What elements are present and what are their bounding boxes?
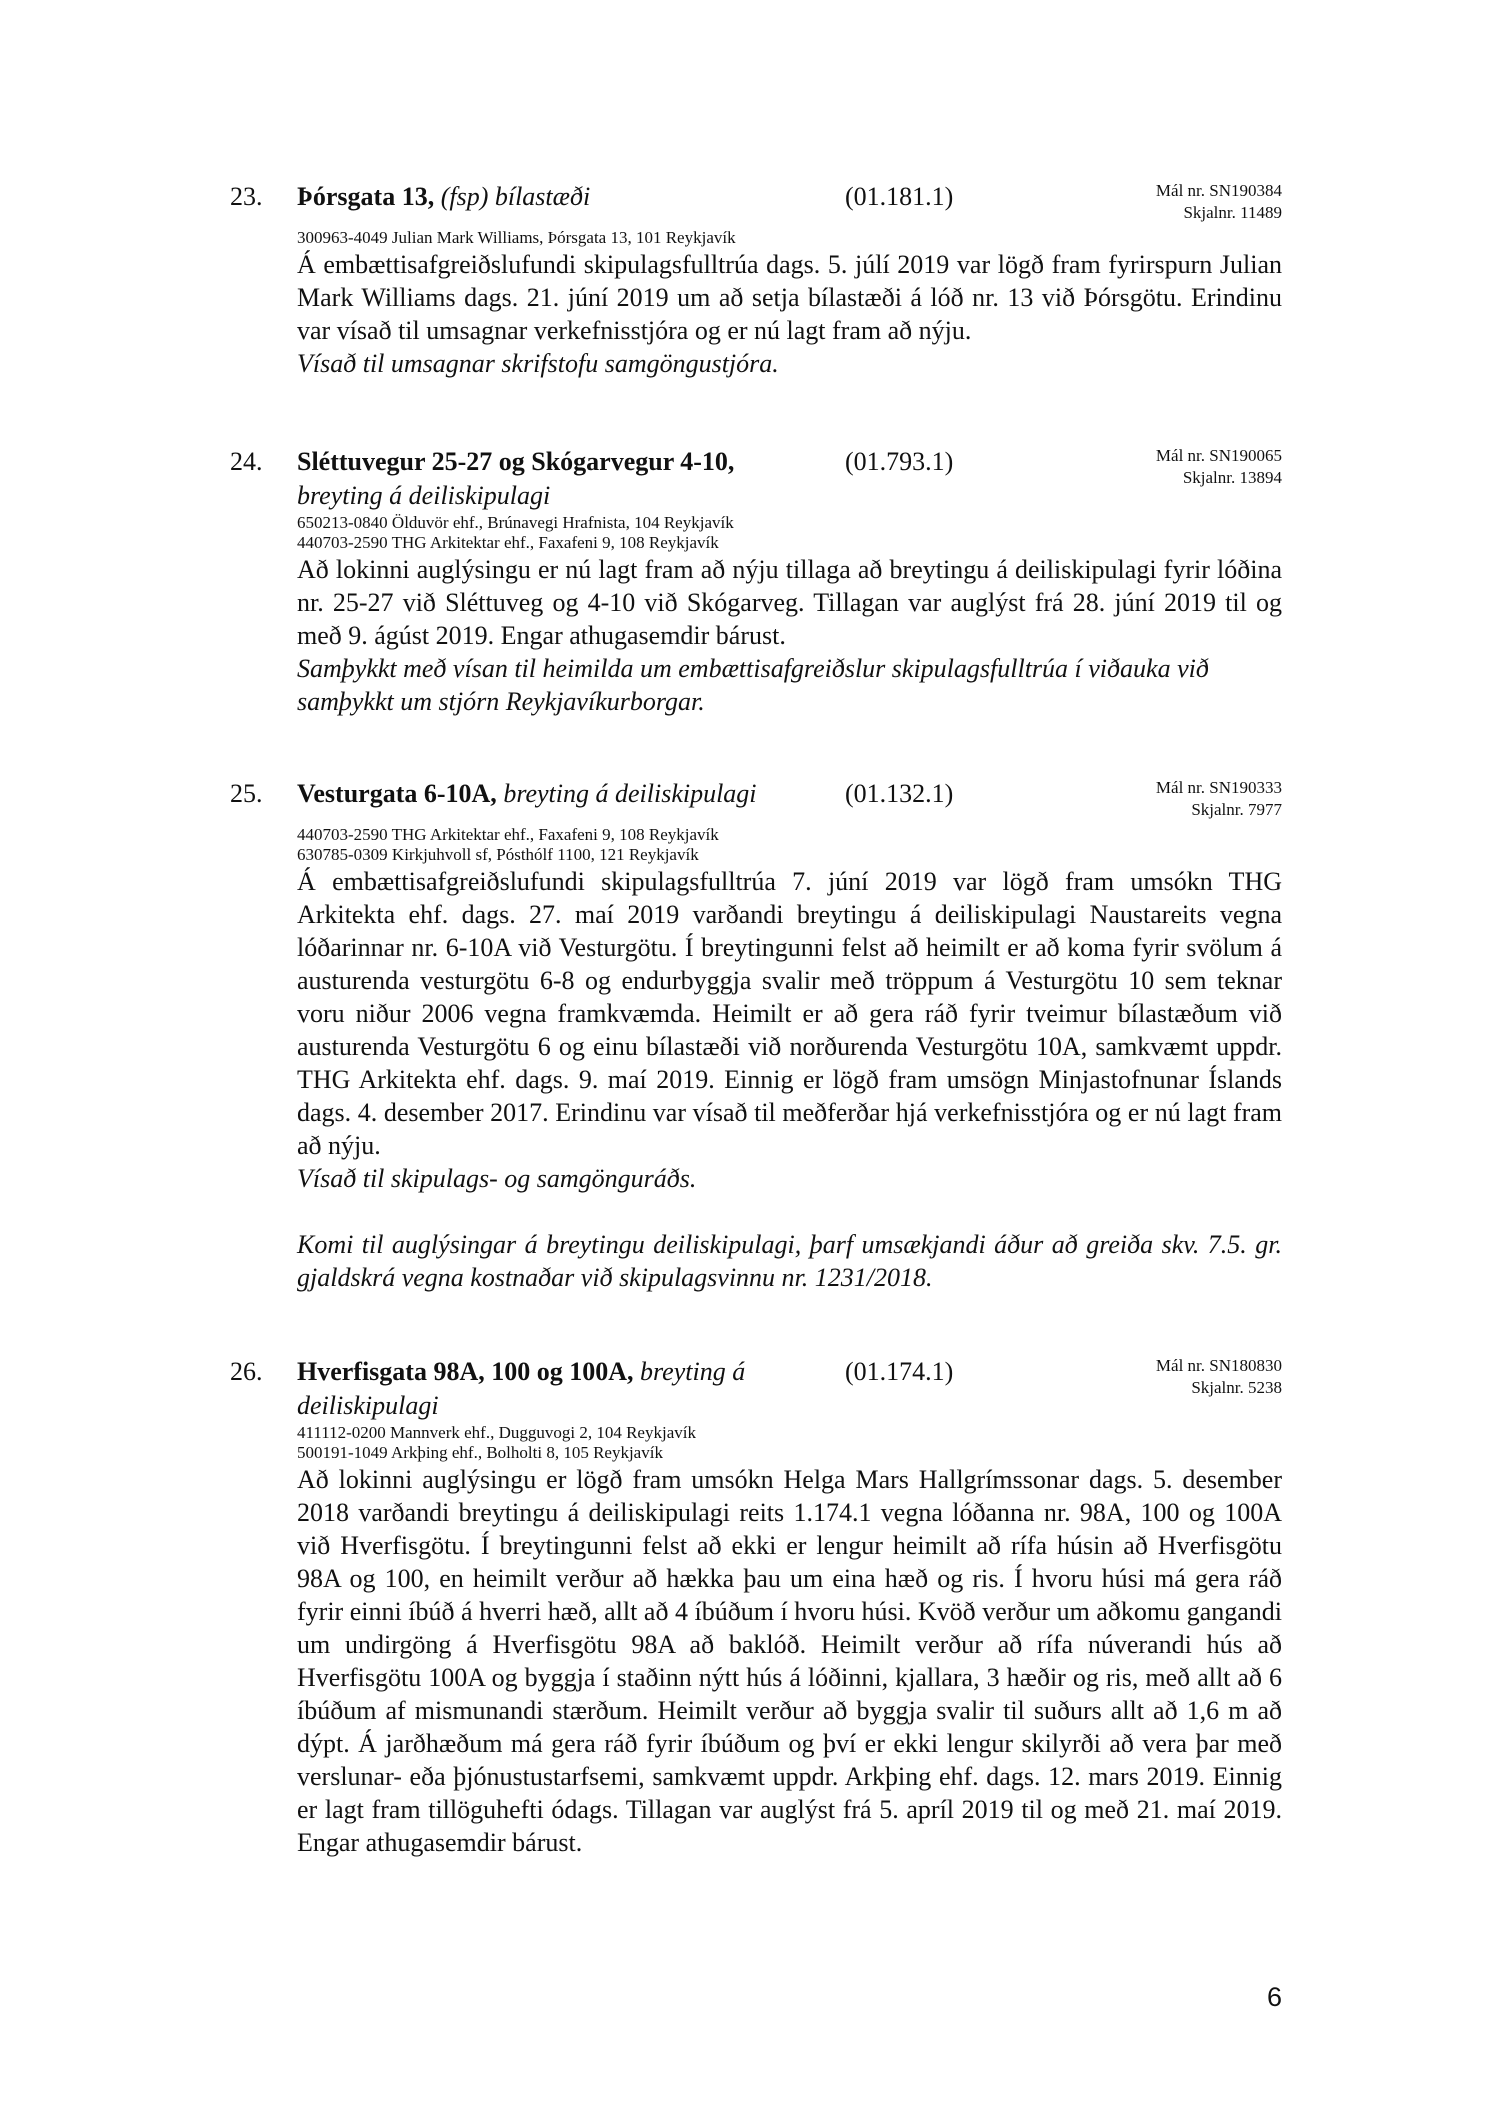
paragraph: Að lokinni auglýsingu er lögð fram umsókn Helga Mars Hallgrímssonar dags. 5. desember 2018 varðandi breytingu á deiliskipulagi reits 1.174.1 vegna lóðanna nr. 98A, 100 og 100A við Hverfisgötu. Í breytingunni felst að ekki er lengur heimilt að rífa húsin að Hverfisgötu 98A og 100, en heimilt verður að hækka þau um eina hæð og ris. Í hvoru húsi má gera ráð fyrir einni íbúð á hverri hæð, allt að 4 íbúðum í hvoru húsi. Kvöð verður um aðkomu gangandi um undirgöng á Hverfisgötu 98A að baklóð. Heimilt verður að rífa núverandi hús að Hverfisgötu 100A og byggja í staðinn nýtt hús á lóðinni, kjallara, 3 hæðir og ris, með allt að 6 íbúðum af mismunandi stærðum. Heimilt verður að byggja svalir til suðurs allt að 1,6 m að dýpt. Á jarðhæðum má gera ráð fyrir íbúðum og því er ekki lengur skilyrði að vera þar með verslunar- eða þjónustustarfsemi, samkvæmt uppdr. Arkþing ehf. dags. 12. mars 2019. Einnig er lagt fram tillöguhefti ódags. Tillagan var auglýst frá 5. apríl 2019 til og með 21. maí 2019. Engar athugasemdir bárust.	[297, 1465, 1282, 1857]
case-number: Mál nr. SN180830	[1155, 1356, 1282, 1375]
document-number: Skjalnr. 13894	[1182, 468, 1282, 487]
decision: Vísað til umsagnar skrifstofu samgöngustjóra.	[297, 349, 779, 378]
parties	[297, 228, 736, 248]
item-subtitle: breyting á deiliskipulagi	[297, 481, 551, 510]
paragraph: Að lokinni auglýsingu er nú lagt fram að nýju tillaga að breytingu á deiliskipulagi fyrir lóðina nr. 25-27 við Sléttuveg og 4-10 við Skógarveg. Tillagan var auglýst frá 28. júní 2019 til og með 9. ágúst 2019. Engar athugasemdir bárust.	[297, 555, 1282, 650]
decision: Samþykkt með vísan til heimilda um embættisafgreiðslur skipulagsfulltrúa í viðauka við samþykkt um stjórn Reykjavíkurborgar.	[297, 654, 1209, 716]
item-code: (01.132.1)	[845, 779, 954, 808]
paragraph: Á embættisafgreiðslufundi skipulagsfulltrúa 7. júní 2019 var lögð fram umsókn THG Arkitekta ehf. dags. 27. maí 2019 varðandi breytingu á deiliskipulagi Naustareits vegna lóðarinnar nr. 6-10A við Vesturgötu. Í breytingunni felst að heimilt er að koma fyrir svölum á austurenda vesturgötu 6-8 og endurbyggja svalir með tröppum á Vesturgötu 10 sem teknar voru niður 2006 vegna framkvæmda. Heimilt er að gera ráð fyrir tveimur bílastæðum við austurenda Vesturgötu 6 og einu bílastæði við norðurenda Vesturgötu 10A, samkvæmt uppdr. THG Arkitekta ehf. dags. 9. maí 2019. Einnig er lögð fram umsögn Minjastofnunar Íslands dags. 4. desember 2017. Erindinu var vísað til meðferðar hjá verkefnisstjóra og er nú lagt fram að nýju.	[297, 867, 1282, 1160]
item-heading	[297, 445, 817, 513]
paragraph: Á embættisafgreiðslufundi skipulagsfulltrúa dags. 5. júlí 2019 var lögð fram fyrirspurn Julian Mark Williams dags. 21. júní 2019 um að setja bílastæði á lóð nr. 13 við Þórsgötu. Erindinu var vísað til umsagnar verkefnisstjóra og er nú lagt fram að nýju.	[297, 250, 1282, 345]
item-reference	[1156, 180, 1282, 224]
party: 300963-4049 Julian Mark Williams, Þórsgata 13, 101 Reykjavík	[297, 228, 736, 247]
item-heading	[297, 1355, 817, 1423]
item-body	[297, 1463, 1282, 1859]
parties	[297, 825, 719, 865]
item-title: Þórsgata 13,	[297, 182, 435, 211]
parties	[297, 513, 734, 553]
item-reference	[1156, 445, 1282, 489]
decision: Vísað til skipulags- og samgönguráðs.	[297, 1164, 697, 1193]
item-title: Sléttuvegur 25-27 og Skógarvegur 4-10,	[297, 447, 735, 476]
item-body	[297, 553, 1282, 718]
party: 630785-0309 Kirkjuhvoll sf, Pósthólf 1100, 121 Reykjavík	[297, 845, 699, 864]
item-body	[297, 248, 1282, 380]
case-number: Mál nr. SN190065	[1155, 446, 1282, 465]
parties	[297, 1423, 696, 1463]
item-title: Hverfisgata 98A, 100 og 100A,	[297, 1357, 634, 1386]
item-title: Vesturgata 6-10A,	[297, 779, 497, 808]
item-number: 25.	[230, 779, 263, 808]
item-reference	[1156, 1355, 1282, 1399]
party: 440703-2590 THG Arkitektar ehf., Faxafeni 9, 108 Reykjavík	[297, 533, 719, 552]
item-code: (01.174.1)	[845, 1357, 954, 1386]
party: 440703-2590 THG Arkitektar ehf., Faxafeni 9, 108 Reykjavík	[297, 825, 719, 844]
page-number: 6	[1266, 1982, 1282, 2012]
item-reference	[1156, 777, 1282, 821]
case-number: Mál nr. SN190384	[1155, 181, 1282, 200]
party: 650213-0840 Ölduvör ehf., Brúnavegi Hrafnista, 104 Reykjavík	[297, 513, 734, 532]
item-subtitle: breyting á deiliskipulagi	[297, 1357, 746, 1420]
item-heading	[297, 180, 817, 214]
party: 500191-1049 Arkþing ehf., Bolholti 8, 105 Reykjavík	[297, 1443, 663, 1462]
document-number: Skjalnr. 7977	[1191, 800, 1282, 819]
item-number: 26.	[230, 1357, 263, 1386]
document-number: Skjalnr. 11489	[1183, 203, 1282, 222]
party: 411112-0200 Mannverk ehf., Dugguvogi 2, 104 Reykjavík	[297, 1423, 696, 1442]
item-heading	[297, 777, 817, 811]
item-body	[297, 865, 1282, 1294]
item-number: 23.	[230, 182, 263, 211]
item-subtitle: breyting á deiliskipulagi	[503, 779, 757, 808]
item-number: 24.	[230, 447, 263, 476]
item-subtitle: (fsp) bílastæði	[440, 182, 591, 211]
decision: Komi til auglýsingar á breytingu deiliskipulagi, þarf umsækjandi áður að greiða skv. 7.5. gr. gjaldskrá vegna kostnaðar við skipulagsvinnu nr. 1231/2018.	[297, 1230, 1282, 1292]
document-number: Skjalnr. 5238	[1191, 1378, 1282, 1397]
item-code: (01.793.1)	[845, 447, 954, 476]
case-number: Mál nr. SN190333	[1155, 778, 1282, 797]
item-code: (01.181.1)	[845, 182, 954, 211]
